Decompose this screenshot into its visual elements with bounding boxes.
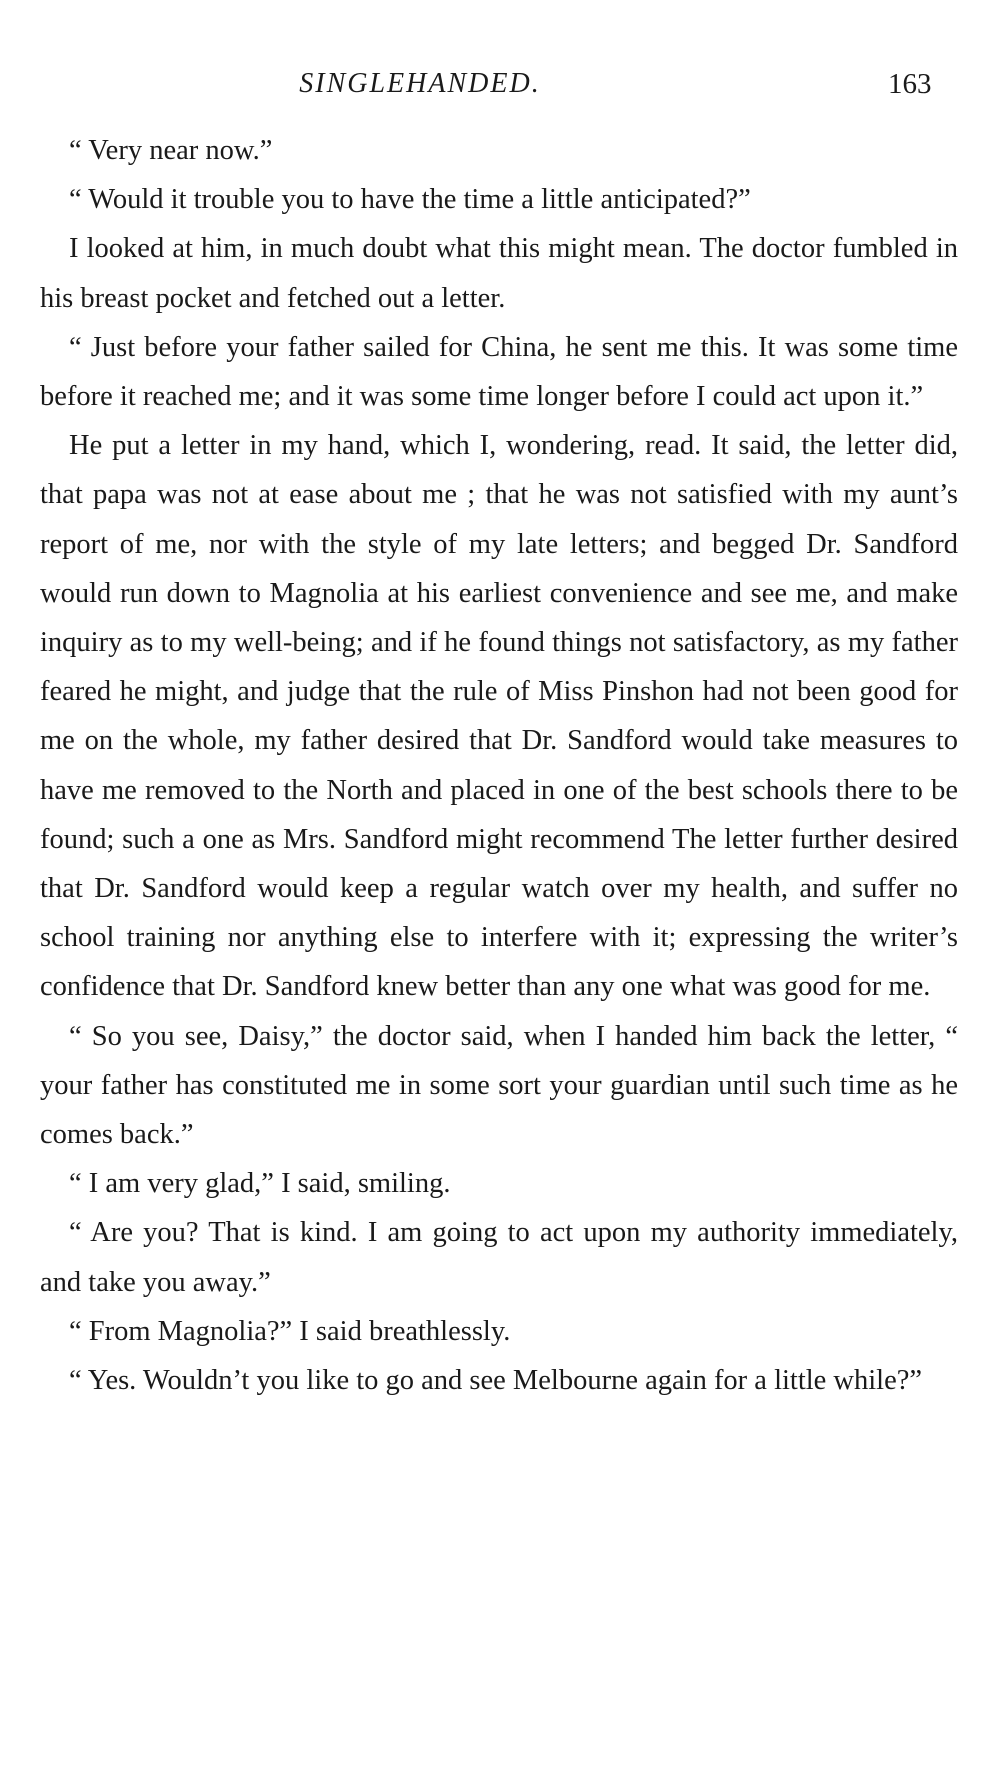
paragraph: “ I am very glad,” I said, smiling. — [69, 1168, 451, 1200]
paragraph: “ Are you? That is kind. I am going to act upon my authority immediately, and take you away.” — [40, 1217, 958, 1298]
body-text — [40, 126, 958, 1405]
paragraph: He put a letter in my hand, which I, wondering, read. It said, the letter did, that papa was not at ease about me ; that he was not satisfied with my aunt’s report of me, nor with the style of my late letters; and begged Dr. Sandford would run down to Magnolia at his earliest convenience and see me, and make inquiry as to my well-being; and if he found things not satisfactory, as my father feared he might, and judge that the rule of Miss Pinshon had not been good for me on the whole, my father desired that Dr. Sandford would take measures to have me removed to the North and placed in one of the best schools there to be found; such a one as Mrs. Sandford might recommend The letter further desired that Dr. Sandford would keep a regular watch over my health, and suffer no school training nor anything else to interfere with it; expressing the writer’s confidence that Dr. Sandford knew better than any one what was good for me. — [40, 430, 958, 1003]
paragraph: “ Just before your father sailed for China, he sent me this. It was some time before it reached me; and it was some time longer before I could act upon it.” — [40, 331, 958, 413]
paragraph: I looked at him, in much doubt what this might mean. The doctor fumbled in his breast pocket and fetched out a letter. — [40, 233, 958, 314]
paragraph: “ From Magnolia?” I said breathlessly. — [69, 1315, 511, 1347]
paragraph: “ Yes. Wouldn’t you like to go and see Melbourne again for a little while?” — [69, 1365, 923, 1397]
page-number: 163 — [888, 68, 932, 100]
running-head — [0, 68, 1000, 108]
paragraph: “ Very near now.” — [69, 135, 273, 166]
running-title: SINGLEHANDED. — [299, 68, 541, 99]
paragraph: “ Would it trouble you to have the time a little anticipated?” — [69, 184, 751, 216]
paragraph: “ So you see, Daisy,” the doctor said, when I handed him back the letter, “ your father has constituted me in some sort your guardian until such time as he comes back.” — [40, 1020, 958, 1151]
